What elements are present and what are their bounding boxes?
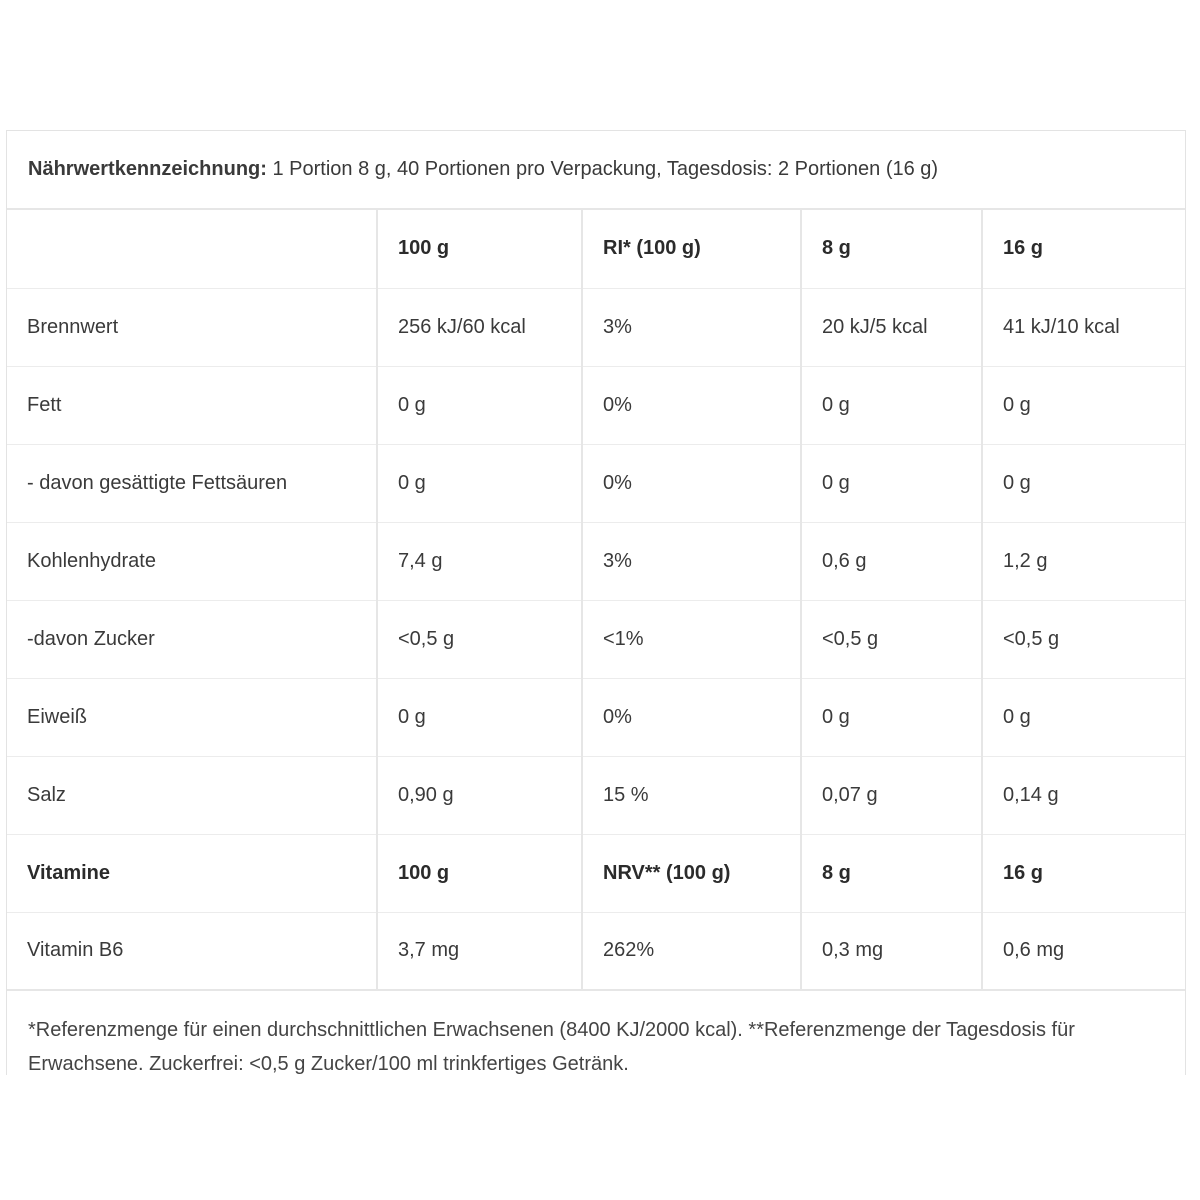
value-cell: <0,5 g [982, 600, 1185, 678]
value-cell: 0 g [801, 678, 982, 756]
value-cell: 0 g [982, 444, 1185, 522]
header-cell: NRV** (100 g) [582, 834, 801, 912]
table-row [7, 600, 1185, 678]
nutrition-card [6, 130, 1186, 1075]
nutrient-name: Kohlenhydrate [7, 522, 377, 600]
value-cell: 0 g [801, 444, 982, 522]
value-cell: <0,5 g [377, 600, 582, 678]
header-cell: 8 g [801, 834, 982, 912]
value-cell: 0,6 mg [982, 912, 1185, 990]
nutrient-name: -davon Zucker [7, 600, 377, 678]
value-cell: 0% [582, 366, 801, 444]
table-header-row [7, 210, 1185, 288]
table-row [7, 444, 1185, 522]
nutrient-name: Vitamin B6 [7, 912, 377, 990]
value-cell: 3,7 mg [377, 912, 582, 990]
header-cell: 100 g [377, 834, 582, 912]
nutrient-name: Eiweiß [7, 678, 377, 756]
header-cell: 8 g [801, 210, 982, 288]
table-row [7, 288, 1185, 366]
table-row [7, 366, 1185, 444]
value-cell: 0 g [377, 444, 582, 522]
serving-info [28, 158, 938, 181]
value-cell: 0,3 mg [801, 912, 982, 990]
value-cell: <0,5 g [801, 600, 982, 678]
value-cell: 256 kJ/60 kcal [377, 288, 582, 366]
table-row [7, 522, 1185, 600]
value-cell: 3% [582, 522, 801, 600]
table-row [7, 678, 1185, 756]
nutrient-name: Fett [7, 366, 377, 444]
value-cell: 15 % [582, 756, 801, 834]
value-cell: 0% [582, 444, 801, 522]
value-cell: 0 g [377, 678, 582, 756]
header-cell [7, 210, 377, 288]
table-row [7, 756, 1185, 834]
table-row [7, 912, 1185, 990]
value-cell: 20 kJ/5 kcal [801, 288, 982, 366]
value-cell: <1% [582, 600, 801, 678]
nutrition-header [7, 131, 1185, 210]
value-cell: 0,14 g [982, 756, 1185, 834]
value-cell: 0,6 g [801, 522, 982, 600]
nutrient-name: Brennwert [7, 288, 377, 366]
value-cell: 0 g [801, 366, 982, 444]
vitamins-heading: Vitamine [7, 834, 377, 912]
nutrient-name: Salz [7, 756, 377, 834]
value-cell: 0% [582, 678, 801, 756]
value-cell: 41 kJ/10 kcal [982, 288, 1185, 366]
value-cell: 0 g [982, 366, 1185, 444]
value-cell: 0 g [377, 366, 582, 444]
nutrient-name: - davon gesättigte Fettsäuren [7, 444, 377, 522]
value-cell: 0,90 g [377, 756, 582, 834]
value-cell: 3% [582, 288, 801, 366]
header-cell: 16 g [982, 834, 1185, 912]
nutrition-label-heading: Nährwertkennzeichnung: [28, 158, 267, 180]
value-cell: 1,2 g [982, 522, 1185, 600]
serving-description: 1 Portion 8 g, 40 Portionen pro Verpackung, Tagesdosis: 2 Portionen (16 g) [266, 158, 939, 180]
value-cell: 262% [582, 912, 801, 990]
header-cell: RI* (100 g) [582, 210, 801, 288]
value-cell: 7,4 g [377, 522, 582, 600]
header-cell: 16 g [982, 210, 1185, 288]
nutrition-table [7, 210, 1185, 991]
vitamins-header-row [7, 834, 1185, 912]
value-cell: 0,07 g [801, 756, 982, 834]
value-cell: 0 g [982, 678, 1185, 756]
footnote: *Referenzmenge für einen durchschnittlichen Erwachsenen (8400 KJ/2000 kcal). **Referenzmenge der Tagesdosis für Erwachsene. Zuckerfrei: <0,5 g Zucker/100 ml trinkfertiges Getränk. [28, 1019, 1075, 1075]
header-cell: 100 g [377, 210, 582, 288]
